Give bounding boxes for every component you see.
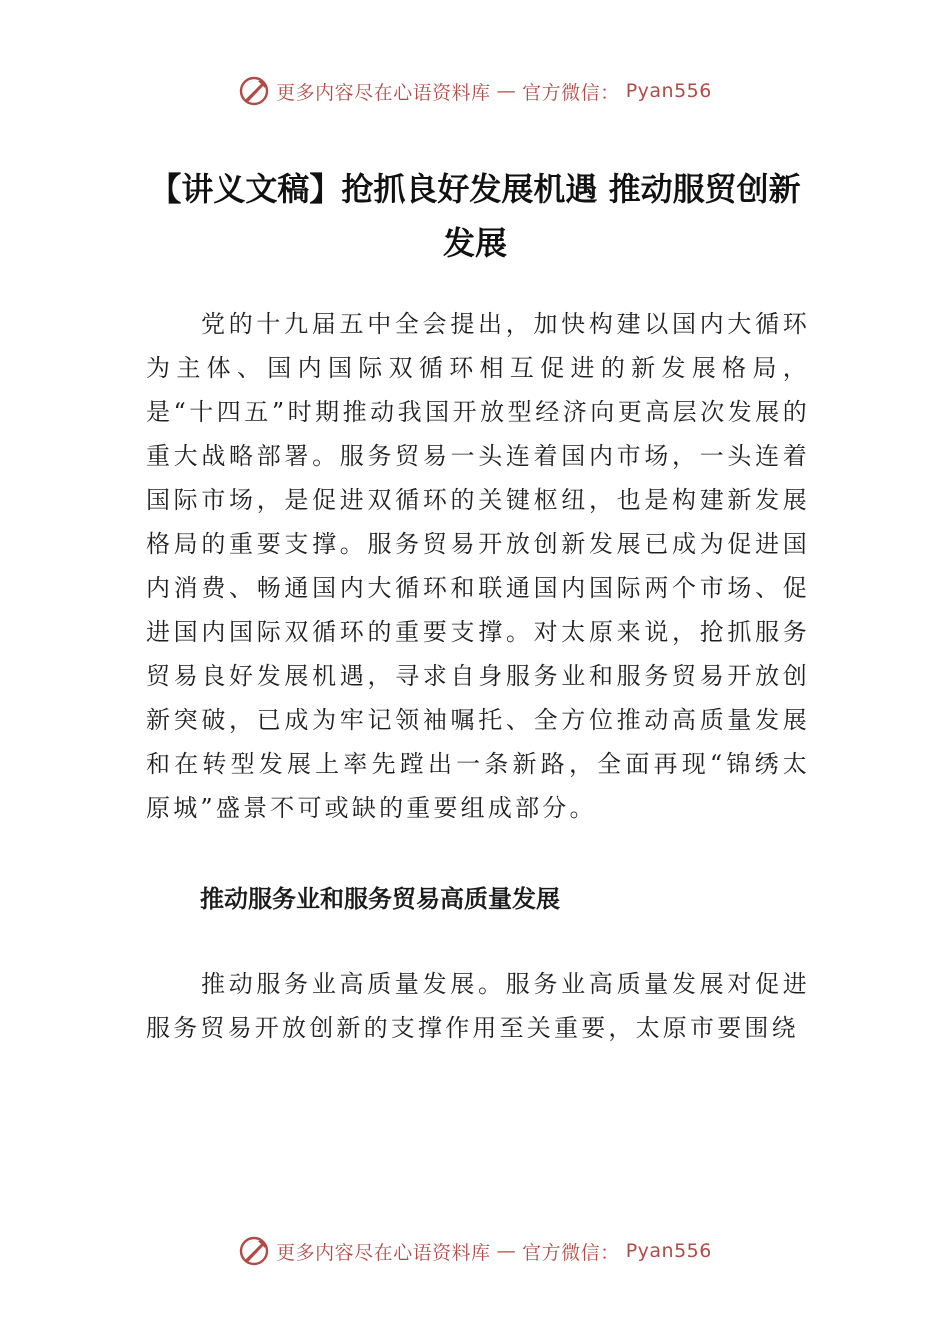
header-watermark xyxy=(0,75,950,107)
quill-logo-icon xyxy=(238,1235,270,1267)
footer-watermark xyxy=(0,1235,950,1267)
watermark-wechat-id: Pyan556 xyxy=(625,1240,712,1262)
watermark-text: 更多内容尽在心语资料库 xyxy=(276,81,491,104)
body-paragraph-2: 推动服务业高质量发展。服务业高质量发展对促进服务贸易开放创新的支撑作用至关重要，太原市要围绕 xyxy=(146,970,810,1042)
quill-logo-icon xyxy=(238,75,270,107)
watermark-wechat-label: 官方微信： xyxy=(522,1241,620,1264)
body-paragraph-1: 党的十九届五中全会提出，加快构建以国内大循环为主体、国内国际双循环相互促进的新发展格局，是“十四五”时期推动我国开放型经济向更高层次发展的重大战略部署。服务贸易一头连着国内市场，一头连着国际市场，是促进双循环的关键枢纽，也是构建新发展格局的重要支撑。服务贸易开放创新发展已成为促进国内消费、畅通国内大循环和联通国内国际两个市场、促进国内国际双循环的重要支撑。对太原来说，抢抓服务贸易良好发展机遇，寻求自身服务业和服务贸易开放创新突破，已成为牢记领袖嘱托、全方位推动高质量发展和在转型发展上率先蹚出一条新路，全面再现“锦绣太原城”盛景不可或缺的重要组成部分。 xyxy=(146,310,810,822)
watermark-separator: — xyxy=(496,1240,517,1262)
document-title: 【讲义文稿】抢抓良好发展机遇 推动服贸创新发展 xyxy=(149,170,801,262)
watermark-wechat-id: Pyan556 xyxy=(625,80,712,102)
watermark-text: 更多内容尽在心语资料库 xyxy=(276,1241,491,1264)
watermark-separator: — xyxy=(496,80,517,102)
watermark-wechat-label: 官方微信： xyxy=(522,81,620,104)
section-heading-1: 推动服务业和服务贸易高质量发展 xyxy=(200,885,560,913)
